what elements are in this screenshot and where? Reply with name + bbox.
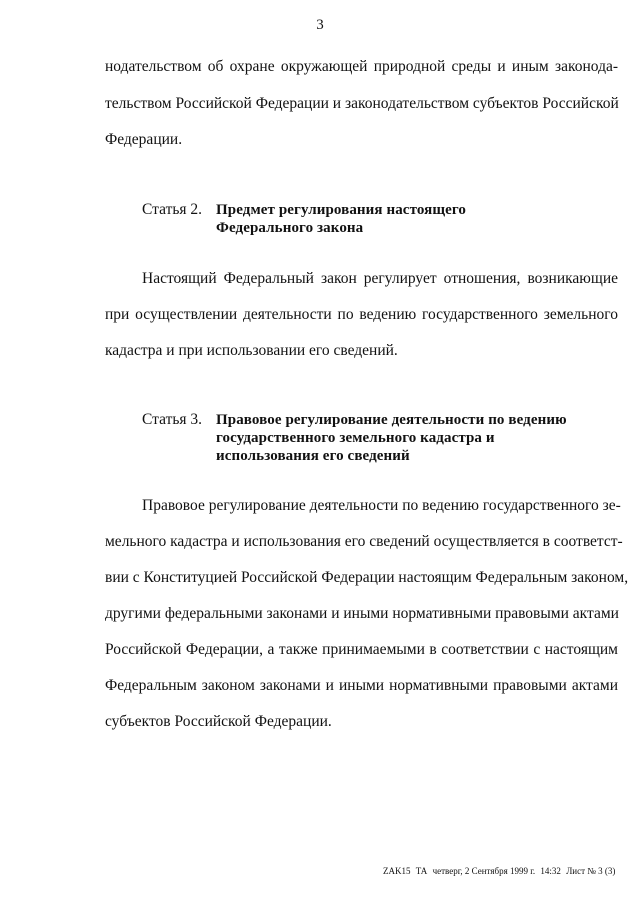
footer-datetime: четверг, 2 Сентября 1999 г. [432,866,536,876]
article-2-title-line: Федерального закона [216,220,364,236]
intro-line: Федерации. [105,131,183,148]
article-2-title-line: Предмет регулирования настоящего [216,202,467,218]
article-2-body-line: Настоящий Федеральный закон регулирует отношения, возникающие [142,270,618,287]
article-3-body-line: субъектов Российской Федерации. [105,713,332,730]
article-3-body-line: Правовое регулирование деятельности по ведению государственного зе- [142,497,621,514]
article-3-body-line: вии с Конституцией Российской Федерации настоящим Федеральным законом, [105,569,629,586]
article-3-title-line: использования его сведений [216,448,410,464]
article-3-title-line: Правовое регулирование деятельности по ведению [216,412,567,428]
footer-code: ZAK15 [383,866,411,876]
footer-sheet: Лист № 3 (3) [566,866,616,876]
article-2-body-line: при осуществлении деятельности по ведению государственного земельного [105,306,618,323]
footer-time: 14:32 [540,866,561,876]
intro-line: тельством Российской Федерации и законодательством субъектов Российской [105,95,619,112]
page-number: 3 [316,17,324,33]
article-3-body-line: Федеральным законом законами и иными нормативными правовыми актами [105,677,618,694]
article-3-title-line: государственного земельного кадастра и [216,430,495,446]
article-2-label: Статья 2. [142,201,203,218]
article-3-body-line: мельного кадастра и использования его сведений осуществляется в соответст- [105,533,623,550]
article-2-body-line: кадастра и при использовании его сведений. [105,342,398,359]
article-3-body-line: Российской Федерации, а также принимаемыми в соответствии с настоящим [105,641,618,658]
article-3-body-line: другими федеральными законами и иными нормативными правовыми актами [105,605,619,622]
footer-initials: ТА [415,866,428,876]
footer-stamp [383,866,618,876]
article-3-label: Статья 3. [142,411,203,428]
intro-line: нодательством об охране окружающей природной среды и иным законода- [105,58,618,75]
